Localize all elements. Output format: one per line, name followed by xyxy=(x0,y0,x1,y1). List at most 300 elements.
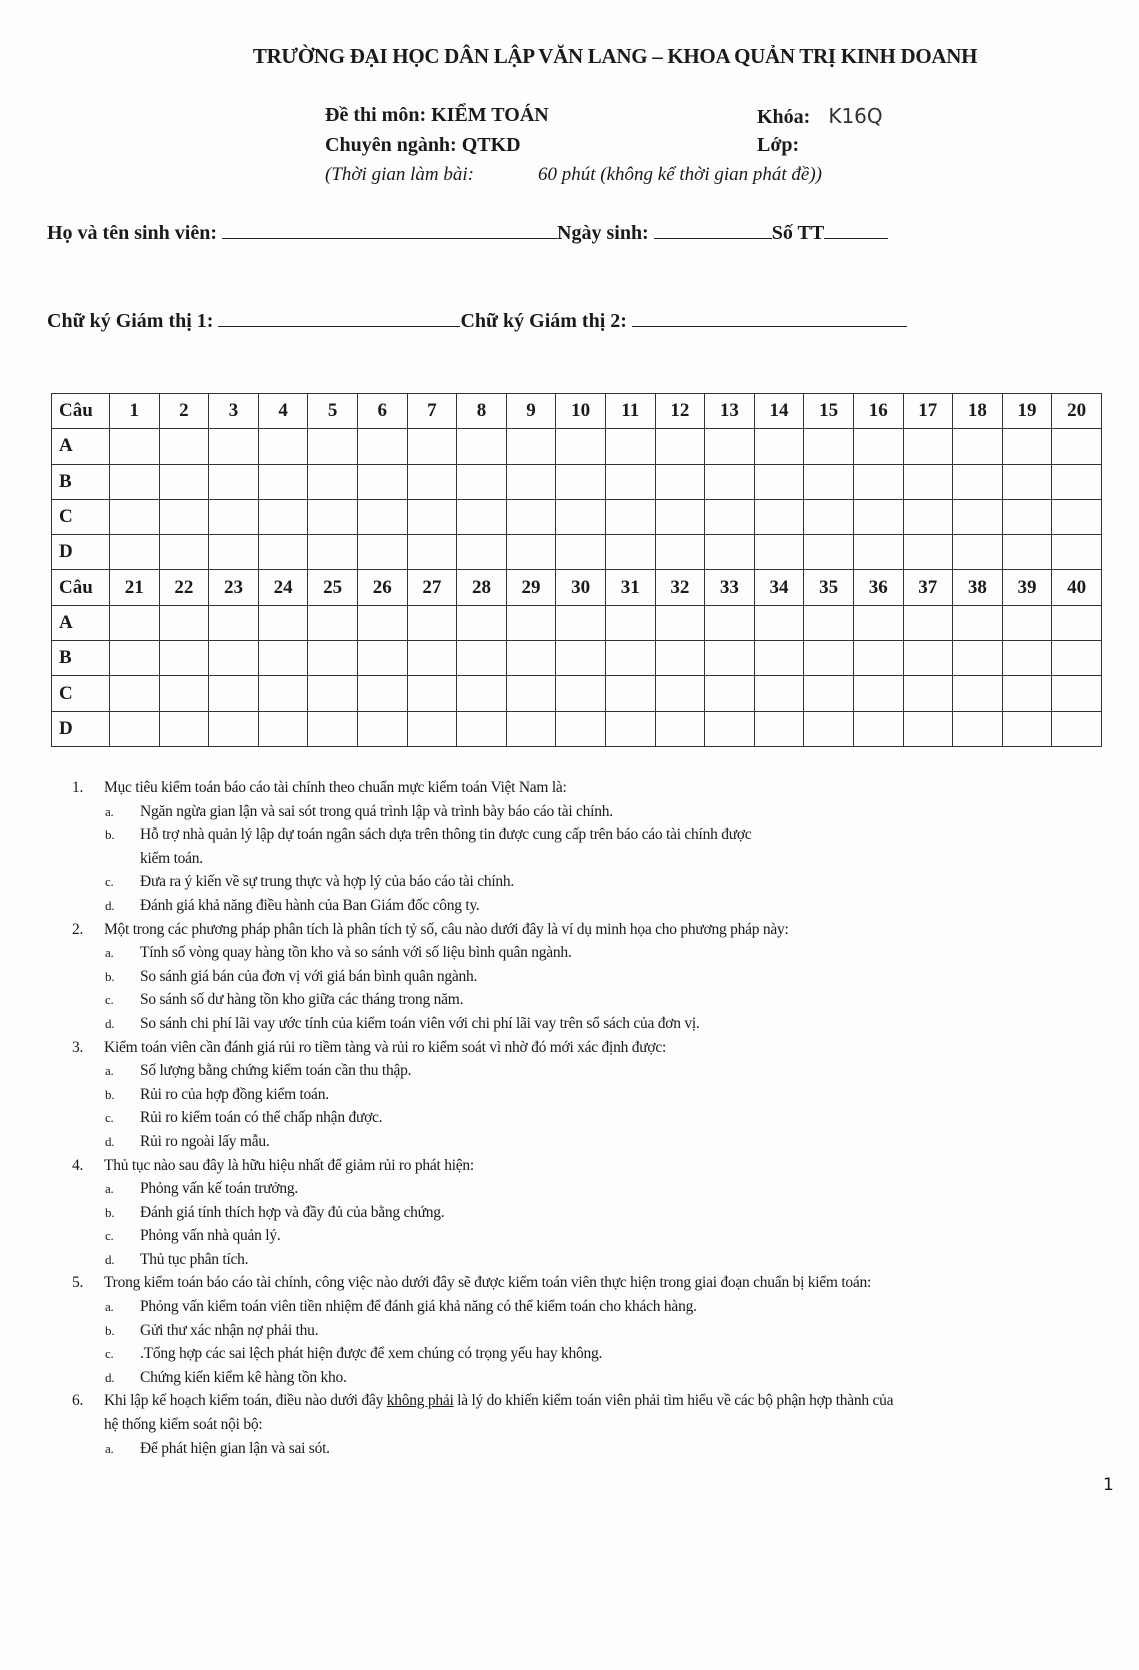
answer-cell[interactable] xyxy=(407,464,457,499)
question-number: 2. xyxy=(72,920,84,938)
option-text: Rủi ro ngoài lấy mẫu. xyxy=(140,1132,270,1150)
answer-cell[interactable] xyxy=(457,711,507,746)
answer-cell[interactable] xyxy=(407,711,457,746)
answer-cell[interactable] xyxy=(853,535,903,570)
question-number-cell: 9 xyxy=(506,394,556,429)
answer-cell[interactable] xyxy=(853,641,903,676)
answer-cell[interactable] xyxy=(110,535,160,570)
answer-cell[interactable] xyxy=(705,429,755,464)
question-number-cell: 7 xyxy=(407,394,457,429)
option-letter: c. xyxy=(105,1228,114,1244)
question-text: Mục tiêu kiểm toán báo cáo tài chính theo chuẩn mực kiểm toán Việt Nam là: xyxy=(104,779,567,796)
answer-cell[interactable] xyxy=(953,464,1003,499)
question-number: 3. xyxy=(72,1038,84,1056)
answer-cell[interactable] xyxy=(754,711,804,746)
answer-cell[interactable] xyxy=(804,676,854,711)
answer-cell[interactable] xyxy=(308,676,358,711)
text-line xyxy=(72,1342,1122,1366)
option-letter: c. xyxy=(105,992,114,1008)
student-name-blank[interactable] xyxy=(222,237,557,239)
answer-cell[interactable] xyxy=(357,429,407,464)
question-number-cell: 33 xyxy=(705,570,755,605)
answer-cell[interactable] xyxy=(159,605,209,640)
option-text: Đánh giá tính thích hợp và đầy đủ của bằng chứng. xyxy=(140,1203,445,1221)
option-label-cell: B xyxy=(52,464,110,499)
option-letter: a. xyxy=(105,945,114,961)
answer-cell[interactable] xyxy=(1002,605,1052,640)
answer-cell[interactable] xyxy=(705,641,755,676)
proctor2-blank[interactable] xyxy=(632,325,907,327)
student-info-row xyxy=(47,222,888,245)
answer-cell[interactable] xyxy=(853,464,903,499)
answer-cell[interactable] xyxy=(804,605,854,640)
answer-cell[interactable] xyxy=(457,535,507,570)
emphasis-underlined: không phải xyxy=(386,1392,454,1410)
option-letter: c. xyxy=(105,1110,114,1126)
answer-cell[interactable] xyxy=(159,676,209,711)
answer-cell[interactable] xyxy=(556,429,606,464)
answer-cell[interactable] xyxy=(804,429,854,464)
text-line xyxy=(72,1083,1122,1107)
question-number-cell: 16 xyxy=(853,394,903,429)
answer-grid-row xyxy=(52,676,1102,711)
answer-cell[interactable] xyxy=(258,676,308,711)
answer-cell[interactable] xyxy=(457,676,507,711)
answer-cell[interactable] xyxy=(556,499,606,534)
answer-cell[interactable] xyxy=(953,641,1003,676)
proctor1-blank[interactable] xyxy=(218,325,460,327)
answer-cell[interactable] xyxy=(903,711,953,746)
question-number-cell: 2 xyxy=(159,394,209,429)
text-line xyxy=(72,965,1122,989)
question-number-cell: 40 xyxy=(1052,570,1102,605)
answer-cell[interactable] xyxy=(308,641,358,676)
text-line xyxy=(72,1319,1122,1343)
answer-cell[interactable] xyxy=(605,605,655,640)
answer-cell[interactable] xyxy=(804,464,854,499)
option-letter: b. xyxy=(105,1204,115,1220)
grid-header-label: Câu xyxy=(52,570,110,605)
answer-cell[interactable] xyxy=(705,711,755,746)
question-number-cell: 38 xyxy=(953,570,1003,605)
answer-cell[interactable] xyxy=(605,429,655,464)
answer-cell[interactable] xyxy=(605,676,655,711)
answer-cell[interactable] xyxy=(556,641,606,676)
answer-cell[interactable] xyxy=(754,676,804,711)
answer-cell[interactable] xyxy=(903,464,953,499)
text-line xyxy=(72,1295,1122,1319)
answer-cell[interactable] xyxy=(258,641,308,676)
answer-cell[interactable] xyxy=(754,464,804,499)
answer-cell[interactable] xyxy=(308,535,358,570)
question-text-part: là lý do khiến kiểm toán viên phải tìm hiểu về các bộ phận hợp thành của xyxy=(453,1392,894,1410)
answer-cell[interactable] xyxy=(110,464,160,499)
question-number-cell: 39 xyxy=(1002,570,1052,605)
question-number-cell: 22 xyxy=(159,570,209,605)
answer-cell[interactable] xyxy=(457,429,507,464)
question-number-cell: 36 xyxy=(853,570,903,605)
answer-cell[interactable] xyxy=(357,464,407,499)
text-line xyxy=(72,1059,1122,1083)
answer-grid-row xyxy=(52,605,1102,640)
answer-cell[interactable] xyxy=(258,429,308,464)
text-line xyxy=(72,894,1122,918)
answer-cell[interactable] xyxy=(357,605,407,640)
option-letter: c. xyxy=(105,874,114,890)
question-text: Kiểm toán viên cần đánh giá rủi ro tiềm tàng và rủi ro kiểm soát vì nhờ đó mới xác định được: xyxy=(104,1038,667,1056)
answer-cell[interactable] xyxy=(853,605,903,640)
option-text: Đưa ra ý kiến về sự trung thực và hợp lý của báo cáo tài chính. xyxy=(140,873,515,891)
answer-cell[interactable] xyxy=(903,429,953,464)
text-line xyxy=(72,1224,1122,1248)
dob-blank[interactable] xyxy=(654,237,772,239)
answer-cell[interactable] xyxy=(705,676,755,711)
answer-cell[interactable] xyxy=(506,535,556,570)
question-number: 4. xyxy=(72,1156,84,1174)
answer-cell[interactable] xyxy=(457,499,507,534)
answer-cell[interactable] xyxy=(357,535,407,570)
option-letter: c. xyxy=(105,1346,114,1362)
dob-label: Ngày sinh: xyxy=(557,222,649,244)
answer-cell[interactable] xyxy=(953,429,1003,464)
answer-cell[interactable] xyxy=(903,499,953,534)
text-line xyxy=(72,1389,1122,1413)
answer-cell[interactable] xyxy=(804,711,854,746)
answer-cell[interactable] xyxy=(506,641,556,676)
answer-cell[interactable] xyxy=(258,464,308,499)
answer-cell[interactable] xyxy=(1052,676,1102,711)
answer-cell[interactable] xyxy=(853,499,903,534)
answer-cell[interactable] xyxy=(754,605,804,640)
answer-cell[interactable] xyxy=(308,464,358,499)
answer-cell[interactable] xyxy=(209,464,259,499)
seq-no-label: Số TT xyxy=(771,222,825,244)
text-line xyxy=(72,988,1122,1012)
answer-cell[interactable] xyxy=(1052,429,1102,464)
answer-cell[interactable] xyxy=(258,605,308,640)
answer-cell[interactable] xyxy=(953,535,1003,570)
answer-cell[interactable] xyxy=(506,499,556,534)
question-number-cell: 32 xyxy=(655,570,705,605)
answer-cell[interactable] xyxy=(357,711,407,746)
answer-cell[interactable] xyxy=(953,711,1003,746)
question-number-cell: 35 xyxy=(804,570,854,605)
question-number-cell: 37 xyxy=(903,570,953,605)
answer-cell[interactable] xyxy=(556,676,606,711)
answer-cell[interactable] xyxy=(605,641,655,676)
question-number-cell: 25 xyxy=(308,570,358,605)
proctor2-label: Chữ ký Giám thị 2: xyxy=(460,310,627,332)
answer-cell[interactable] xyxy=(357,641,407,676)
answer-cell[interactable] xyxy=(605,499,655,534)
answer-cell[interactable] xyxy=(655,535,705,570)
option-text: kiểm toán. xyxy=(140,849,203,867)
text-line xyxy=(72,941,1122,965)
question-number-cell: 1 xyxy=(110,394,160,429)
answer-cell[interactable] xyxy=(754,641,804,676)
answer-cell[interactable] xyxy=(1052,641,1102,676)
answer-cell[interactable] xyxy=(506,711,556,746)
course-value: K16Q xyxy=(828,104,883,128)
answer-cell[interactable] xyxy=(159,535,209,570)
text-line xyxy=(72,1036,1122,1060)
answer-cell[interactable] xyxy=(159,429,209,464)
answer-cell[interactable] xyxy=(506,605,556,640)
answer-cell[interactable] xyxy=(655,429,705,464)
option-letter: d. xyxy=(105,1251,115,1267)
answer-cell[interactable] xyxy=(953,605,1003,640)
option-text: So sánh giá bán của đơn vị với giá bán bình quân ngành. xyxy=(140,967,478,985)
option-label-cell: C xyxy=(52,676,110,711)
seq-no-blank[interactable] xyxy=(824,237,888,239)
proctor1-label: Chữ ký Giám thị 1: xyxy=(47,310,214,332)
option-text: Chứng kiến kiểm kê hàng tồn kho. xyxy=(140,1368,347,1386)
question-number-cell: 6 xyxy=(357,394,407,429)
answer-cell[interactable] xyxy=(209,429,259,464)
answer-cell[interactable] xyxy=(209,711,259,746)
answer-cell[interactable] xyxy=(110,499,160,534)
answer-cell[interactable] xyxy=(1002,711,1052,746)
answer-cell[interactable] xyxy=(209,641,259,676)
option-label-cell: A xyxy=(52,429,110,464)
answer-cell[interactable] xyxy=(953,499,1003,534)
answer-cell[interactable] xyxy=(457,605,507,640)
option-text: So sánh chi phí lãi vay ước tính của kiểm toán viên với chi phí lãi vay trên sổ sách của đơn vị. xyxy=(140,1014,700,1032)
answer-cell[interactable] xyxy=(605,535,655,570)
answer-cell[interactable] xyxy=(308,429,358,464)
student-name-label: Họ và tên sinh viên: xyxy=(47,222,218,244)
option-text: Phỏng vấn kế toán trưởng. xyxy=(140,1180,299,1198)
question-text xyxy=(104,1389,893,1413)
question-number-cell: 11 xyxy=(605,394,655,429)
question-number-cell: 23 xyxy=(209,570,259,605)
question-number: 1. xyxy=(72,779,84,796)
answer-cell[interactable] xyxy=(407,676,457,711)
question-number-cell: 29 xyxy=(506,570,556,605)
text-line xyxy=(72,1271,1122,1295)
answer-cell[interactable] xyxy=(903,676,953,711)
option-letter: a. xyxy=(105,1440,114,1456)
answer-grid xyxy=(51,393,1102,747)
option-letter: b. xyxy=(105,827,115,843)
question-number-cell: 30 xyxy=(556,570,606,605)
answer-cell[interactable] xyxy=(853,676,903,711)
answer-cell[interactable] xyxy=(159,464,209,499)
question-number-cell: 8 xyxy=(457,394,507,429)
option-text: Gửi thư xác nhận nợ phải thu. xyxy=(140,1321,319,1339)
question-number-cell: 12 xyxy=(655,394,705,429)
answer-cell[interactable] xyxy=(308,499,358,534)
answer-cell[interactable] xyxy=(754,429,804,464)
answer-cell[interactable] xyxy=(1052,499,1102,534)
answer-cell[interactable] xyxy=(407,605,457,640)
answer-cell[interactable] xyxy=(655,711,705,746)
option-label-cell: D xyxy=(52,535,110,570)
question-number-cell: 18 xyxy=(953,394,1003,429)
answer-cell[interactable] xyxy=(903,535,953,570)
answer-grid-header-row xyxy=(52,570,1102,605)
option-label-cell: B xyxy=(52,641,110,676)
answer-cell[interactable] xyxy=(357,676,407,711)
answer-cell[interactable] xyxy=(754,535,804,570)
question-text: Trong kiểm toán báo cáo tài chính, công việc nào dưới đây sẽ được kiểm toán viên thực hiện trong giai đoạn chuẩn bị kiểm toán: xyxy=(104,1274,872,1292)
text-line xyxy=(72,1248,1122,1272)
answer-cell[interactable] xyxy=(258,499,308,534)
answer-cell[interactable] xyxy=(1052,711,1102,746)
option-letter: a. xyxy=(105,803,114,819)
page-number: 1 xyxy=(1103,1475,1114,1495)
answer-cell[interactable] xyxy=(1052,605,1102,640)
answer-cell[interactable] xyxy=(1002,535,1052,570)
answer-cell[interactable] xyxy=(159,499,209,534)
answer-cell[interactable] xyxy=(804,535,854,570)
option-text: Rủi ro của hợp đồng kiểm toán. xyxy=(140,1085,329,1103)
answer-cell[interactable] xyxy=(556,605,606,640)
answer-grid-row xyxy=(52,464,1102,499)
option-text: Số lượng bằng chứng kiểm toán cần thu thập. xyxy=(140,1062,412,1080)
text-line xyxy=(72,1154,1122,1178)
answer-cell[interactable] xyxy=(209,535,259,570)
question-text: Thủ tục nào sau đây là hữu hiệu nhất để giảm rủi ro phát hiện: xyxy=(104,1156,474,1174)
answer-cell[interactable] xyxy=(655,676,705,711)
answer-cell[interactable] xyxy=(110,605,160,640)
exam-subject: Đề thi môn: KIỂM TOÁN xyxy=(325,104,549,126)
answer-cell[interactable] xyxy=(804,499,854,534)
answer-cell[interactable] xyxy=(1052,464,1102,499)
answer-cell[interactable] xyxy=(953,676,1003,711)
answer-cell[interactable] xyxy=(209,605,259,640)
answer-cell[interactable] xyxy=(506,429,556,464)
answer-cell[interactable] xyxy=(209,499,259,534)
question-text: Một trong các phương pháp phân tích là phân tích tỷ số, câu nào dưới đây là ví dụ minh họa cho phương pháp này: xyxy=(104,920,789,938)
answer-cell[interactable] xyxy=(407,499,457,534)
answer-cell[interactable] xyxy=(655,641,705,676)
answer-grid-row xyxy=(52,535,1102,570)
answer-cell[interactable] xyxy=(407,641,457,676)
option-text: Đánh giá khả năng điều hành của Ban Giám đốc công ty. xyxy=(140,896,480,914)
text-line xyxy=(72,800,1122,824)
answer-cell[interactable] xyxy=(705,605,755,640)
answer-cell[interactable] xyxy=(556,464,606,499)
question-number-cell: 13 xyxy=(705,394,755,429)
answer-cell[interactable] xyxy=(159,641,209,676)
proctor-row xyxy=(47,310,907,333)
answer-cell[interactable] xyxy=(258,711,308,746)
text-line xyxy=(72,823,1122,847)
answer-cell[interactable] xyxy=(1002,429,1052,464)
answer-cell[interactable] xyxy=(705,535,755,570)
question-number-cell: 34 xyxy=(754,570,804,605)
answer-cell[interactable] xyxy=(605,464,655,499)
question-number-cell: 19 xyxy=(1002,394,1052,429)
answer-cell[interactable] xyxy=(1002,464,1052,499)
answer-grid-row xyxy=(52,641,1102,676)
answer-cell[interactable] xyxy=(457,464,507,499)
option-text: Ngăn ngừa gian lận và sai sót trong quá trình lập và trình bày báo cáo tài chính. xyxy=(140,802,613,820)
answer-cell[interactable] xyxy=(705,464,755,499)
answer-cell[interactable] xyxy=(110,711,160,746)
answer-grid-row xyxy=(52,499,1102,534)
answer-cell[interactable] xyxy=(754,499,804,534)
option-text: Phỏng vấn nhà quản lý. xyxy=(140,1227,281,1245)
answer-cell[interactable] xyxy=(903,641,953,676)
answer-cell[interactable] xyxy=(556,535,606,570)
option-text: So sánh số dư hàng tồn kho giữa các tháng trong năm. xyxy=(140,991,464,1009)
text-line xyxy=(72,870,1122,894)
text-line xyxy=(72,1012,1122,1036)
answer-cell[interactable] xyxy=(308,711,358,746)
answer-cell[interactable] xyxy=(308,605,358,640)
option-letter: a. xyxy=(105,1063,114,1079)
answer-cell[interactable] xyxy=(110,641,160,676)
text-line xyxy=(72,1437,1122,1461)
answer-cell[interactable] xyxy=(110,676,160,711)
option-letter: a. xyxy=(105,1181,114,1197)
answer-cell[interactable] xyxy=(1052,535,1102,570)
option-letter: d. xyxy=(105,1369,115,1385)
class-label: Lớp: xyxy=(757,134,800,156)
answer-cell[interactable] xyxy=(556,711,606,746)
answer-cell[interactable] xyxy=(705,499,755,534)
answer-cell[interactable] xyxy=(655,499,705,534)
answer-cell[interactable] xyxy=(357,499,407,534)
question-number: 5. xyxy=(72,1274,84,1292)
option-letter: b. xyxy=(105,1322,115,1338)
answer-cell[interactable] xyxy=(1002,499,1052,534)
answer-cell[interactable] xyxy=(1002,676,1052,711)
answer-cell[interactable] xyxy=(903,605,953,640)
answer-cell[interactable] xyxy=(605,711,655,746)
question-list xyxy=(72,776,1122,1460)
answer-cell[interactable] xyxy=(407,535,457,570)
duration-value: 60 phút (không kể thời gian phát đề)) xyxy=(538,164,822,185)
grid-header-label: Câu xyxy=(52,394,110,429)
answer-cell[interactable] xyxy=(853,711,903,746)
text-line xyxy=(72,776,1122,800)
answer-cell[interactable] xyxy=(853,429,903,464)
answer-cell[interactable] xyxy=(258,535,308,570)
text-line xyxy=(72,1130,1122,1154)
answer-cell[interactable] xyxy=(506,676,556,711)
question-number-cell: 5 xyxy=(308,394,358,429)
option-text: .Tổng hợp các sai lệch phát hiện được để xem chúng có trọng yếu hay không. xyxy=(140,1345,603,1363)
question-number-cell: 10 xyxy=(556,394,606,429)
answer-cell[interactable] xyxy=(110,429,160,464)
question-text-part: Khi lập kế hoạch kiểm toán, điều nào dưới đây xyxy=(104,1392,387,1410)
question-number-cell: 21 xyxy=(110,570,160,605)
answer-cell[interactable] xyxy=(457,641,507,676)
answer-cell[interactable] xyxy=(655,464,705,499)
answer-cell[interactable] xyxy=(804,641,854,676)
option-label-cell: A xyxy=(52,605,110,640)
question-number-cell: 26 xyxy=(357,570,407,605)
option-letter: a. xyxy=(105,1299,114,1315)
answer-cell[interactable] xyxy=(1002,641,1052,676)
answer-cell[interactable] xyxy=(407,429,457,464)
duration-label: (Thời gian làm bài: xyxy=(325,164,474,185)
answer-cell[interactable] xyxy=(655,605,705,640)
option-text: Để phát hiện gian lận và sai sót. xyxy=(140,1439,330,1457)
text-line xyxy=(72,1366,1122,1390)
answer-cell[interactable] xyxy=(506,464,556,499)
answer-cell[interactable] xyxy=(159,711,209,746)
answer-cell[interactable] xyxy=(209,676,259,711)
option-letter: b. xyxy=(105,968,115,984)
text-line xyxy=(72,847,1122,871)
question-number-cell: 15 xyxy=(804,394,854,429)
question-number-cell: 4 xyxy=(258,394,308,429)
option-label-cell: C xyxy=(52,499,110,534)
